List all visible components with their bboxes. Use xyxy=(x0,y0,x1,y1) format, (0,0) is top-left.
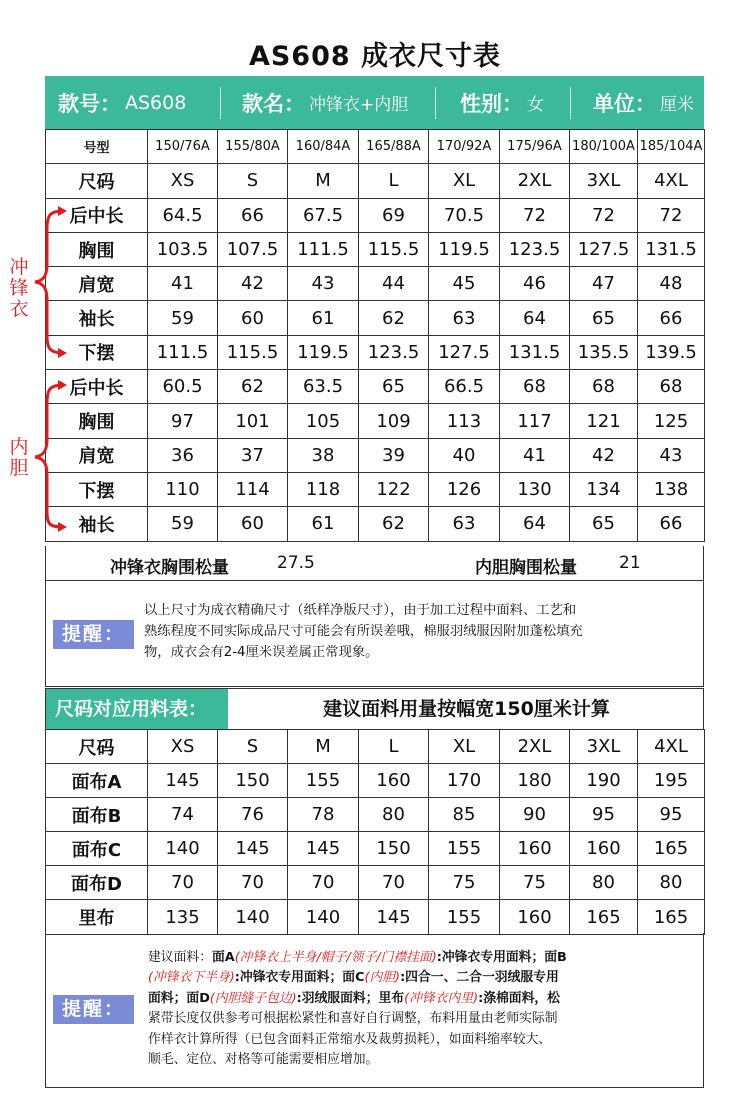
table-cell: 150 xyxy=(359,832,429,866)
row-label: 后中长 xyxy=(46,370,148,404)
table-cell: 119.5 xyxy=(429,232,500,266)
table-cell: 170/92A xyxy=(429,130,500,164)
fabric-width-note: 建议面料用量按幅宽150厘米计算 xyxy=(323,698,610,720)
table-cell: 101 xyxy=(218,404,288,438)
text-run: (冲锋衣下半身) xyxy=(148,970,235,986)
style-no-cell xyxy=(45,76,220,129)
row-label: 尺码 xyxy=(46,730,148,764)
table-cell: 139.5 xyxy=(638,335,705,369)
table-cell: 160 xyxy=(500,832,570,866)
table-cell: 126 xyxy=(429,472,500,506)
style-no-label: 款号： xyxy=(58,91,121,116)
table-cell: 145 xyxy=(218,832,288,866)
table-cell: 140 xyxy=(218,900,288,934)
table-cell: 138 xyxy=(638,472,705,506)
fabric-table-title: 尺码对应用料表： xyxy=(46,689,228,730)
row-label: 尺码 xyxy=(46,164,148,198)
table-cell: 155/80A xyxy=(218,130,288,164)
table-row xyxy=(46,866,705,900)
table-cell: 43 xyxy=(638,438,705,472)
text-run: (内胆) xyxy=(364,970,401,986)
table-cell: 66.5 xyxy=(429,370,500,404)
table-cell: 90 xyxy=(500,798,570,832)
table-row xyxy=(46,301,705,335)
gender-value: 女 xyxy=(527,95,544,115)
liner-brace-icon xyxy=(30,375,70,533)
table-cell: 72 xyxy=(638,198,705,232)
table-cell: M xyxy=(288,164,359,198)
table-row xyxy=(46,764,705,798)
liner-ease-label: 内胆胸围松量 xyxy=(475,558,577,578)
row-label: 面布A xyxy=(46,764,148,798)
table-cell: 45 xyxy=(429,267,500,301)
table-cell: 160 xyxy=(359,764,429,798)
style-name-value: 冲锋衣+内胆 xyxy=(309,95,409,115)
table-cell: 3XL xyxy=(570,730,638,764)
table-cell: 68 xyxy=(638,370,705,404)
table-cell: 105 xyxy=(288,404,359,438)
table-row xyxy=(46,335,705,369)
table-cell: 109 xyxy=(359,404,429,438)
table-cell: 95 xyxy=(570,798,638,832)
table-cell: 175/96A xyxy=(500,130,570,164)
table-cell: 131.5 xyxy=(638,232,705,266)
table-cell: 165 xyxy=(638,832,705,866)
table-cell: 123.5 xyxy=(500,232,570,266)
row-label: 袖长 xyxy=(46,507,148,541)
table-cell: 111.5 xyxy=(288,232,359,266)
text-run: 建议面料： xyxy=(148,950,212,965)
table-cell: 121 xyxy=(570,404,638,438)
text-line: 紧带长度仅供参考可根据松紧性和喜好自行调整，布料用量由老师实际制 xyxy=(148,1011,558,1027)
size-table xyxy=(45,129,705,542)
unit-cell xyxy=(571,76,703,129)
reminder-box xyxy=(45,581,704,687)
table-row xyxy=(46,900,705,934)
table-row xyxy=(46,164,705,198)
table-cell: 64 xyxy=(500,301,570,335)
table-cell: 185/104A xyxy=(638,130,705,164)
table-cell: XS xyxy=(148,730,218,764)
table-cell: 123.5 xyxy=(359,335,429,369)
text-run: (冲锋衣上半身/帽子/领子/门襟挂面) xyxy=(234,950,437,965)
table-cell: 38 xyxy=(288,438,359,472)
unit-value: 厘米 xyxy=(660,95,694,115)
table-cell: 70.5 xyxy=(429,198,500,232)
reminder-text xyxy=(144,600,583,663)
table-cell: 47 xyxy=(570,267,638,301)
table-cell: 107.5 xyxy=(218,232,288,266)
table-cell: 155 xyxy=(288,764,359,798)
table-cell: 72 xyxy=(500,198,570,232)
table-cell: 64 xyxy=(500,507,570,541)
row-label: 号型 xyxy=(46,130,148,164)
table-cell: 37 xyxy=(218,438,288,472)
table-cell: 78 xyxy=(288,798,359,832)
table-cell: L xyxy=(359,164,429,198)
table-cell: 43 xyxy=(288,267,359,301)
fabric-table xyxy=(45,729,705,935)
table-cell: 160 xyxy=(570,832,638,866)
table-cell: 42 xyxy=(570,438,638,472)
table-cell: 155 xyxy=(429,832,500,866)
table-row xyxy=(46,198,705,232)
gender-cell xyxy=(436,76,570,129)
table-cell: 75 xyxy=(429,866,500,900)
table-cell: 165 xyxy=(570,900,638,934)
table-cell: 66 xyxy=(638,301,705,335)
row-label: 下摆 xyxy=(46,335,148,369)
table-cell: 160 xyxy=(500,900,570,934)
table-cell: S xyxy=(218,164,288,198)
table-cell: 75 xyxy=(500,866,570,900)
table-cell: 62 xyxy=(218,370,288,404)
jacket-ease-label: 冲锋衣胸围松量 xyxy=(110,558,229,578)
table-cell: 180/100A xyxy=(570,130,638,164)
text-run: :四合一、二合一羽绒服专用 xyxy=(400,970,559,986)
text-line: 顺毛、定位、对格等可能需要相应增加。 xyxy=(148,1052,379,1068)
row-label: 面布C xyxy=(46,832,148,866)
row-label: 胸围 xyxy=(46,232,148,266)
text-run: (冲锋衣内里) xyxy=(404,990,479,1006)
table-cell: 4XL xyxy=(638,164,705,198)
row-label: 下摆 xyxy=(46,472,148,506)
reminder-line: 以上尺寸为成衣精确尺寸（纸样净版尺寸），由于加工过程中面料、工艺和 xyxy=(144,603,577,618)
table-cell: 70 xyxy=(148,866,218,900)
text-run: :冲锋衣专用面料；面B xyxy=(436,950,567,965)
liner-ease-value: 21 xyxy=(619,553,641,573)
unit-label: 单位： xyxy=(593,91,656,116)
fabric-reminder-tag: 提醒： xyxy=(53,995,134,1024)
table-cell: 66 xyxy=(638,507,705,541)
table-cell: 80 xyxy=(570,866,638,900)
row-label: 肩宽 xyxy=(46,438,148,472)
product-info-bar xyxy=(45,76,704,129)
table-cell: 63 xyxy=(429,507,500,541)
table-cell: 72 xyxy=(570,198,638,232)
table-cell: 113 xyxy=(429,404,500,438)
table-cell: 80 xyxy=(638,866,705,900)
table-cell: 62 xyxy=(359,301,429,335)
style-name-cell xyxy=(221,76,435,129)
table-cell: 155 xyxy=(429,900,500,934)
text-run: :涤棉面料，松 xyxy=(478,990,560,1006)
table-cell: XL xyxy=(429,730,500,764)
page-title: AS608 成衣尺寸表 xyxy=(248,41,502,72)
table-cell: 42 xyxy=(218,267,288,301)
table-cell: 76 xyxy=(218,798,288,832)
style-no-value: AS608 xyxy=(125,91,187,114)
table-cell: 70 xyxy=(218,866,288,900)
jacket-group-label: 冲锋衣 xyxy=(9,256,29,320)
table-cell: 48 xyxy=(638,267,705,301)
table-cell: 119.5 xyxy=(288,335,359,369)
table-cell: 61 xyxy=(288,507,359,541)
table-cell: 85 xyxy=(429,798,500,832)
table-cell: 131.5 xyxy=(500,335,570,369)
table-cell: 66 xyxy=(218,198,288,232)
table-cell: 62 xyxy=(359,507,429,541)
table-cell: 3XL xyxy=(570,164,638,198)
table-cell: 2XL xyxy=(500,730,570,764)
table-cell: 41 xyxy=(148,267,218,301)
table-row xyxy=(46,832,705,866)
table-cell: 135.5 xyxy=(570,335,638,369)
table-cell: 64.5 xyxy=(148,198,218,232)
table-cell: 118 xyxy=(288,472,359,506)
table-cell: 40 xyxy=(429,438,500,472)
table-cell: 46 xyxy=(500,267,570,301)
table-cell: 150 xyxy=(218,764,288,798)
row-label: 袖长 xyxy=(46,301,148,335)
table-cell: 110 xyxy=(148,472,218,506)
table-cell: 65 xyxy=(359,370,429,404)
table-cell: 145 xyxy=(288,832,359,866)
table-cell: 63.5 xyxy=(288,370,359,404)
table-cell: 70 xyxy=(288,866,359,900)
table-cell: 60 xyxy=(218,301,288,335)
table-row xyxy=(46,507,705,541)
table-cell: 135 xyxy=(148,900,218,934)
table-cell: 115.5 xyxy=(359,232,429,266)
table-cell: 111.5 xyxy=(148,335,218,369)
row-label: 肩宽 xyxy=(46,267,148,301)
fabric-table-heading xyxy=(45,688,704,730)
table-row xyxy=(46,438,705,472)
table-cell: 70 xyxy=(359,866,429,900)
jacket-brace-icon xyxy=(30,205,70,360)
ease-row xyxy=(45,546,704,581)
table-cell: 65 xyxy=(570,301,638,335)
reminder-line: 物，成衣会有2-4厘米误差属正常现象。 xyxy=(144,645,379,660)
table-cell: 44 xyxy=(359,267,429,301)
text-run: 面料；面D xyxy=(148,990,210,1006)
text-run: 面A xyxy=(211,950,235,965)
table-cell: 140 xyxy=(148,832,218,866)
table-cell: 127.5 xyxy=(570,232,638,266)
table-cell: 4XL xyxy=(638,730,705,764)
table-cell: 97 xyxy=(148,404,218,438)
table-header-row xyxy=(46,730,705,764)
table-cell: 61 xyxy=(288,301,359,335)
row-label: 后中长 xyxy=(46,198,148,232)
table-cell: 122 xyxy=(359,472,429,506)
reminder-tag: 提醒： xyxy=(53,620,134,649)
liner-group-label: 内胆 xyxy=(9,436,29,479)
table-cell: 59 xyxy=(148,301,218,335)
table-cell: 180 xyxy=(500,764,570,798)
table-cell: 103.5 xyxy=(148,232,218,266)
table-cell: 63 xyxy=(429,301,500,335)
table-cell: 36 xyxy=(148,438,218,472)
table-cell: 95 xyxy=(638,798,705,832)
table-cell: 114 xyxy=(218,472,288,506)
table-cell: 170 xyxy=(429,764,500,798)
table-cell: L xyxy=(359,730,429,764)
table-cell: 145 xyxy=(359,900,429,934)
gender-label: 性别： xyxy=(460,91,523,116)
row-label: 面布D xyxy=(46,866,148,900)
table-cell: 65 xyxy=(570,507,638,541)
text-line: 作样衣计算所得（已包含面料正常缩水及裁剪损耗），如面料缩率较大、 xyxy=(148,1031,552,1047)
table-header-row xyxy=(46,130,705,164)
table-cell: 39 xyxy=(359,438,429,472)
text-run: (内胆缝子包边) xyxy=(209,990,297,1006)
table-row xyxy=(46,798,705,832)
table-cell: 2XL xyxy=(500,164,570,198)
row-label: 面布B xyxy=(46,798,148,832)
table-cell: 145 xyxy=(148,764,218,798)
table-cell: 160/84A xyxy=(288,130,359,164)
table-cell: 74 xyxy=(148,798,218,832)
reminder-line: 熟练程度不同实际成品尺寸可能会有所误差哦，棉服羽绒服因附加蓬松填充 xyxy=(144,624,583,639)
fabric-reminder-box xyxy=(45,933,704,1088)
table-cell: 125 xyxy=(638,404,705,438)
style-name-label: 款名： xyxy=(242,91,305,116)
table-cell: 140 xyxy=(288,900,359,934)
table-cell: 130 xyxy=(500,472,570,506)
text-run: :羽绒服面料；里布 xyxy=(296,990,405,1006)
table-cell: 195 xyxy=(638,764,705,798)
table-cell: 117 xyxy=(500,404,570,438)
jacket-ease-value: 27.5 xyxy=(277,553,315,573)
text-run: :冲锋衣专用面料；面C xyxy=(234,970,365,986)
table-cell: 59 xyxy=(148,507,218,541)
table-cell: 190 xyxy=(570,764,638,798)
table-cell: M xyxy=(288,730,359,764)
table-cell: XS xyxy=(148,164,218,198)
table-cell: 60 xyxy=(218,507,288,541)
table-cell: S xyxy=(218,730,288,764)
table-cell: 134 xyxy=(570,472,638,506)
table-cell: 60.5 xyxy=(148,370,218,404)
table-cell: 67.5 xyxy=(288,198,359,232)
fabric-reminder-text xyxy=(148,948,700,1070)
table-cell: 115.5 xyxy=(218,335,288,369)
table-cell: 68 xyxy=(570,370,638,404)
table-cell: 69 xyxy=(359,198,429,232)
table-cell: 68 xyxy=(500,370,570,404)
table-row xyxy=(46,370,705,404)
table-cell: 127.5 xyxy=(429,335,500,369)
row-label: 胸围 xyxy=(46,404,148,438)
table-cell: 80 xyxy=(359,798,429,832)
table-cell: 165/88A xyxy=(359,130,429,164)
table-row xyxy=(46,472,705,506)
row-label: 里布 xyxy=(46,900,148,934)
table-cell: XL xyxy=(429,164,500,198)
table-cell: 41 xyxy=(500,438,570,472)
table-cell: 150/76A xyxy=(148,130,218,164)
table-row xyxy=(46,267,705,301)
table-row xyxy=(46,232,705,266)
table-cell: 165 xyxy=(638,900,705,934)
table-row xyxy=(46,404,705,438)
